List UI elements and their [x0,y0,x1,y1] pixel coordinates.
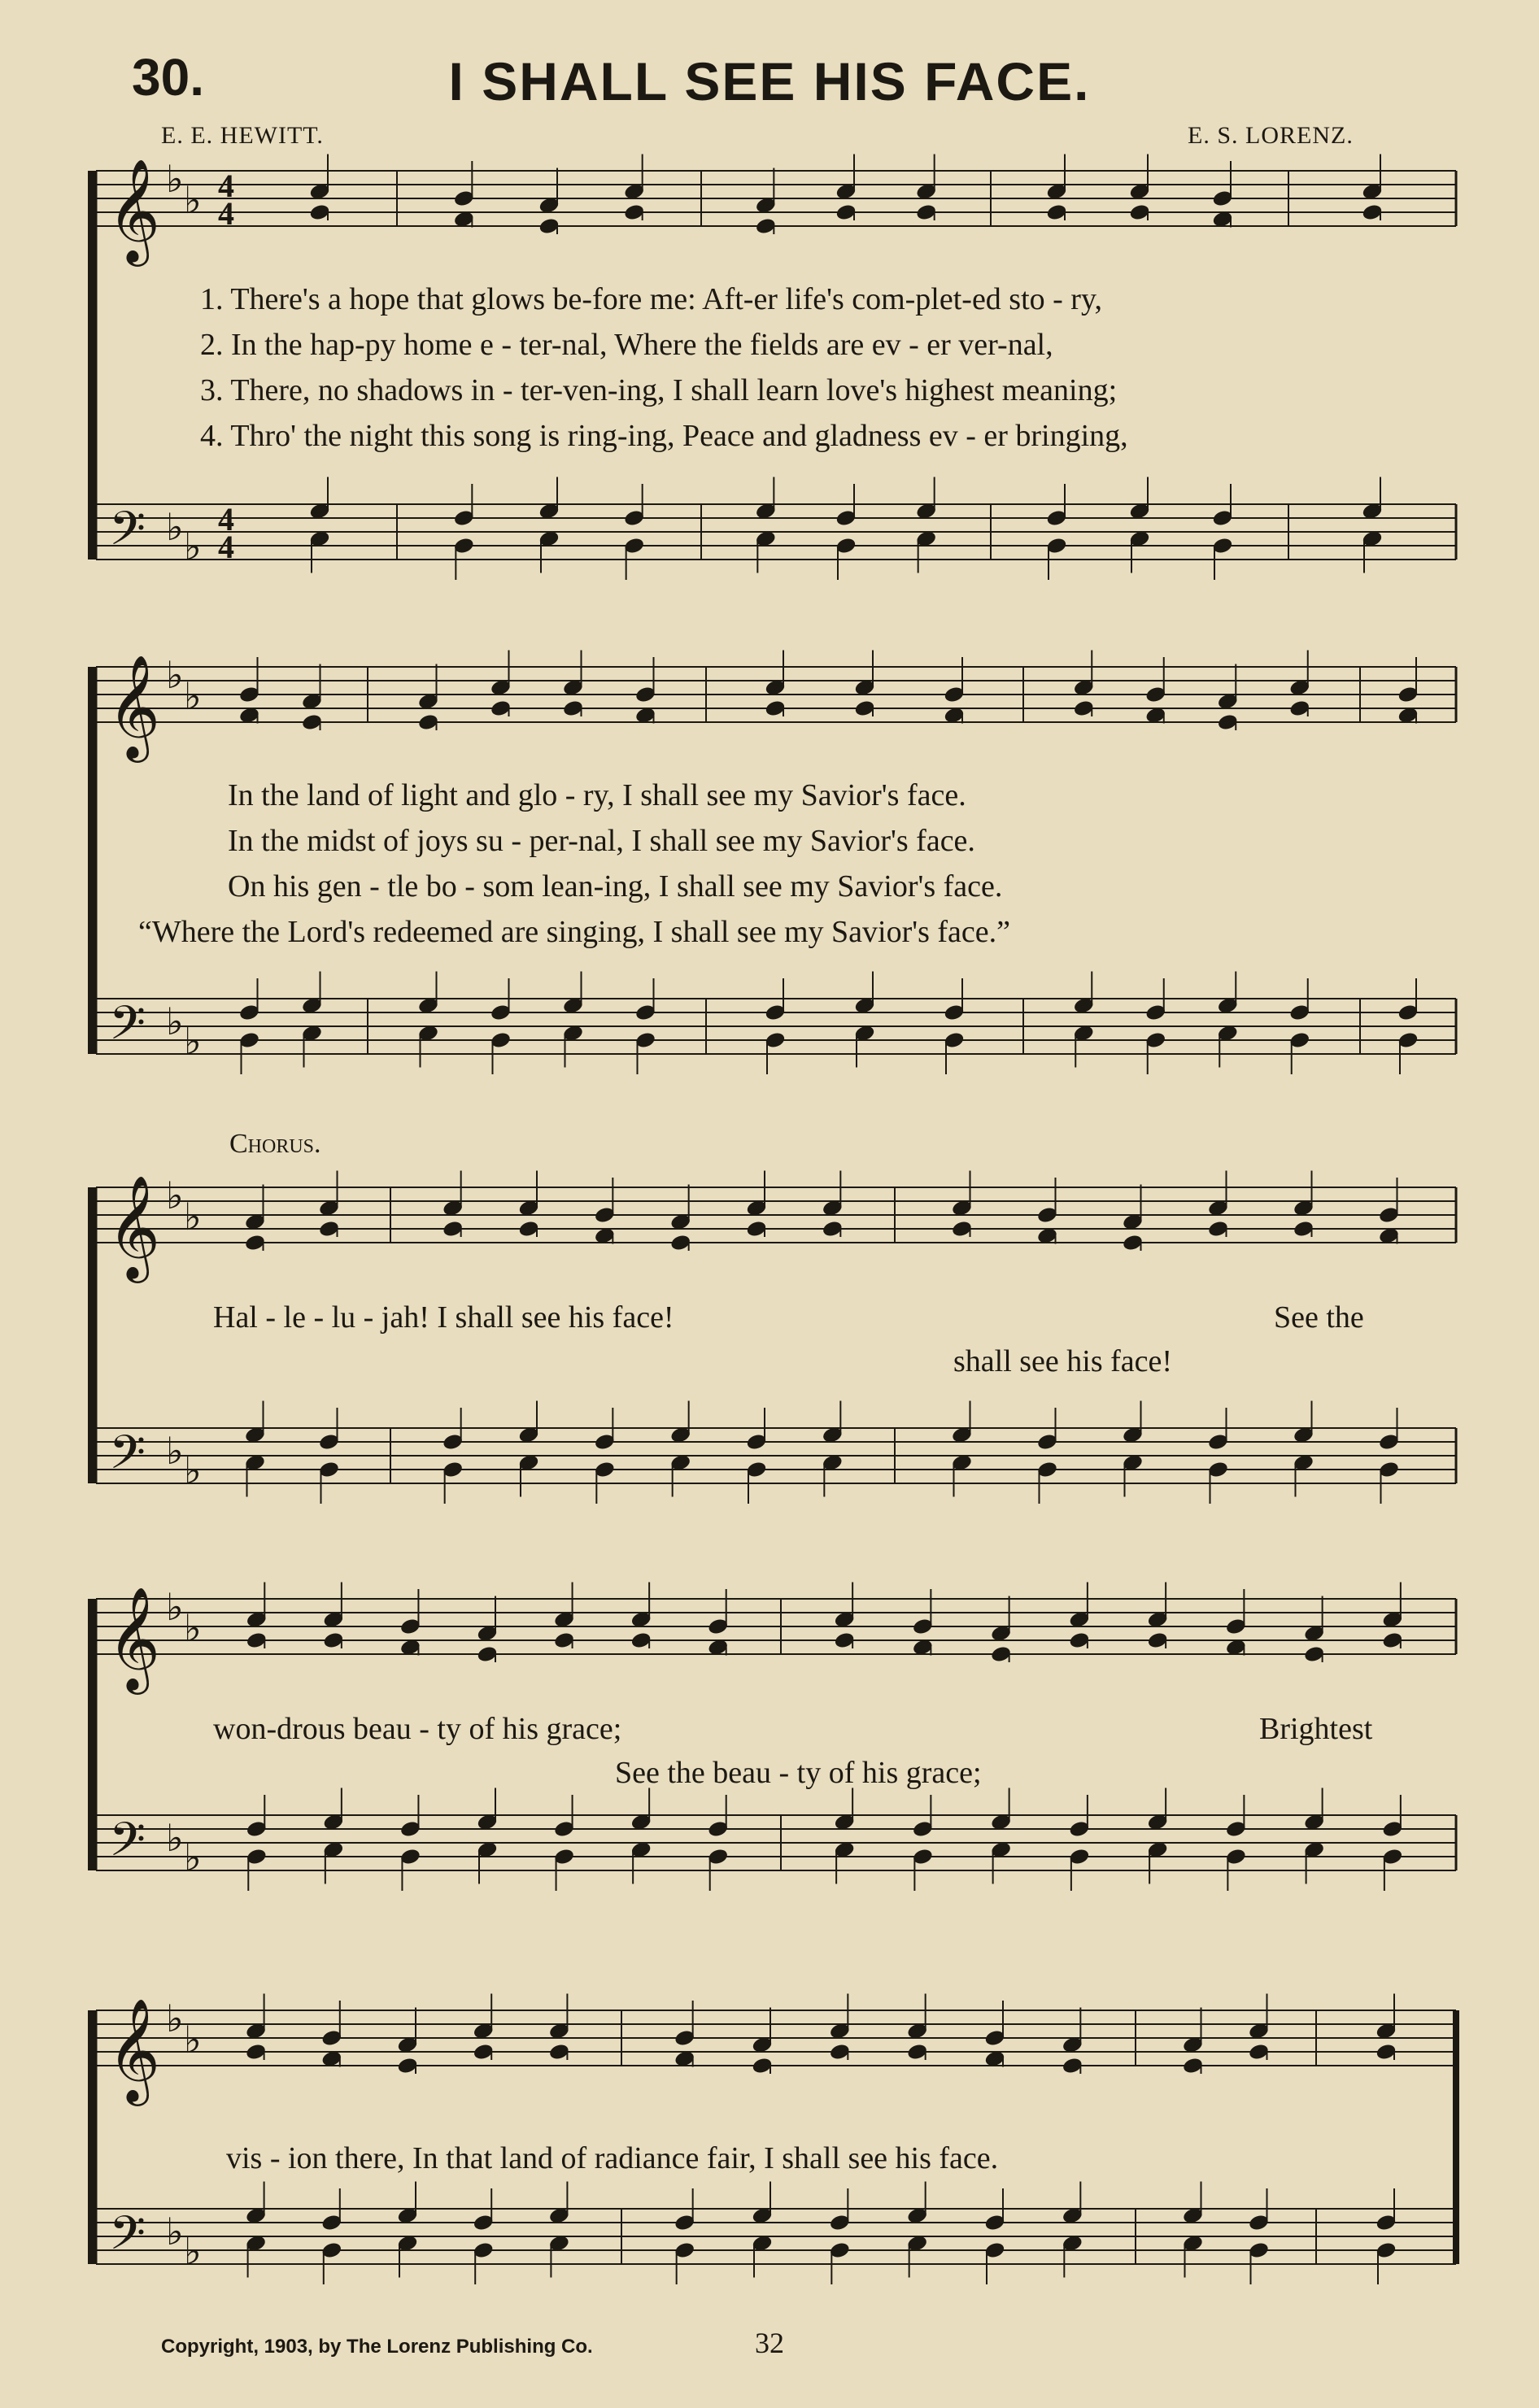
treble-clef-icon: 𝄞 [107,1586,161,1690]
chorus-label: Chorus. [229,1129,321,1159]
flat-icon: ♭ [166,999,184,1043]
chorus-line-1-end: See the [1274,1300,1364,1335]
bass-clef-icon: 𝄢 [109,995,146,1062]
chorus-line-2-end: Brightest [1259,1712,1373,1746]
bass-clef-icon: 𝄢 [109,1812,146,1879]
flat-icon: ♭ [184,1019,202,1063]
flat-icon: ♭ [184,525,202,568]
chorus-line-3: vis - ion there, In that land of radiance fair, I shall see his face. [226,2141,999,2175]
flat-icon: ♭ [184,1606,202,1650]
flat-icon: ♭ [166,653,184,697]
flat-icon: ♭ [166,1174,184,1217]
flat-icon: ♭ [184,2018,202,2062]
flat-icon: ♭ [166,1585,184,1629]
verse-1-line-b: In the land of light and glo - ry, I shall see my Savior's face. [228,778,966,812]
time-signature: 4 [218,529,234,565]
hymn-number: 30. [132,48,204,107]
verse-3-line-a: 3. There, no shadows in - ter-ven-ing, I shall learn love's highest meaning; [200,373,1118,407]
system-brace [88,171,95,560]
treble-clef-icon: 𝄞 [107,1997,161,2101]
flat-icon: ♭ [184,1448,202,1492]
composer-credit: E. S. LORENZ. [1188,122,1354,149]
flat-icon: ♭ [184,674,202,718]
flat-icon: ♭ [166,157,184,201]
chorus-line-2-alto: See the beau - ty of his grace; [615,1756,982,1790]
flat-icon: ♭ [166,505,184,549]
verse-4-line-b: “Where the Lord's redeemed are singing, I shall see my Savior's face.” [138,915,1010,949]
flat-icon: ♭ [184,178,202,222]
chorus-line-2: won-drous beau - ty of his grace; [213,1712,622,1746]
time-signature: 4 [218,195,234,232]
bass-clef-icon: 𝄢 [109,1425,146,1491]
system-brace [88,1187,95,1483]
verse-2-line-b: In the midst of joys su - per-nal, I shall see my Savior's face. [228,824,975,858]
system-brace [88,1599,95,1870]
treble-clef-icon: 𝄞 [107,1174,161,1278]
system-brace [88,667,95,1054]
bass-clef-icon: 𝄢 [109,501,146,568]
time-signature: 4 [218,501,234,538]
verse-1-line-a: 1. There's a hope that glows be-fore me: Aft-er life's com-plet-ed sto - ry, [200,282,1102,316]
final-barline [1453,2010,1459,2264]
verse-3-line-b: On his gen - tle bo - som lean-ing, I shall see my Savior's face. [228,869,1003,904]
bass-clef-icon: 𝄢 [109,2206,146,2272]
verse-4-line-a: 4. Thro' the night this song is ring-ing, Peace and gladness ev - er bringing, [200,419,1128,453]
flat-icon: ♭ [166,2210,184,2253]
system-brace [88,2010,95,2264]
flat-icon: ♭ [166,1816,184,1860]
treble-clef-icon: 𝄞 [107,654,161,758]
flat-icon: ♭ [184,2229,202,2273]
author-credit: E. E. HEWITT. [161,122,324,149]
page-number: 32 [755,2327,784,2359]
verse-2-line-a: 2. In the hap-py home e - ter-nal, Where the fields are ev - er ver-nal, [200,328,1053,362]
flat-icon: ♭ [184,1195,202,1239]
treble-clef-icon: 𝄞 [107,158,161,262]
time-signature: 4 [218,168,234,204]
flat-icon: ♭ [166,1997,184,2040]
copyright-notice: Copyright, 1903, by The Lorenz Publishing Co. [161,2336,593,2358]
chorus-line-1: Hal - le - lu - jah! I shall see his face! [213,1300,674,1335]
hymn-title: I SHALL SEE HIS FACE. [448,51,1091,111]
flat-icon: ♭ [166,1429,184,1473]
chorus-line-1-alto: shall see his face! [953,1344,1173,1378]
flat-icon: ♭ [184,1835,202,1879]
